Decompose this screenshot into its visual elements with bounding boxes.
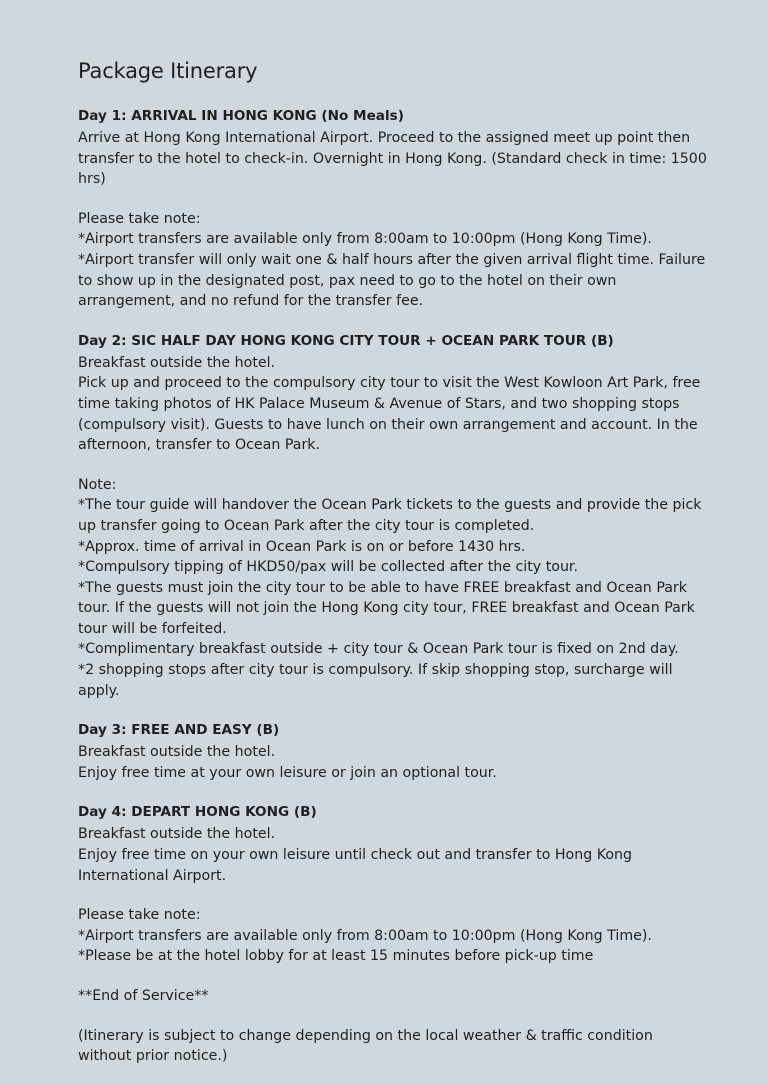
day2-note: *Compulsory tipping of HKD50/pax will be collected after the city tour. [78,559,578,576]
end-of-service: **End of Service** [78,988,209,1004]
day2-body: Pick up and proceed to the compulsory city tour to visit the West Kowloon Art Park, free time taking photos of HK Palace Museum & Avenue of Stars, and two shopping stops (compulsory visit). Guests to have lunch on their own arrangement and account. In the afternoon, transfer to Ocean Park. [78,375,701,454]
day2-breakfast: Breakfast outside the hotel. [78,354,276,371]
day1-body: Arrive at Hong Kong International Airport. Proceed to the assigned meet up point then transfer to the hotel to check-in. Overnight in Hong Kong. (Standard check in time: 1500 hrs) [78,130,707,188]
disclaimer: (Itinerary is subject to change depending on the local weather & traffic condition without prior notice.) [78,1027,653,1065]
page-title: Package Itinerary [78,59,258,83]
day4-body: Enjoy free time on your own leisure until check out and transfer to Hong Kong International Airport. [78,847,633,884]
day2-note: *Complimentary breakfast outside + city tour & Ocean Park tour is fixed on 2nd day. [78,641,679,658]
day4-note-2: *Please be at the hotel lobby for at least 15 minutes before pick-up time [78,948,594,965]
day2-heading: Day 2: SIC HALF DAY HONG KONG CITY TOUR + OCEAN PARK TOUR (B) [78,332,614,349]
day2-note-label: Note: [78,476,117,493]
day4-note-label: Please take note: [78,907,201,924]
day3-breakfast: Breakfast outside the hotel. [78,744,276,761]
day4-notes [78,905,708,967]
day2-note: *The guests must join the city tour to be able to have FREE breakfast and Ocean Park tour. If the guests will not join the Hong Kong city tour, FREE breakfast and Ocean Park tour will be forfeited. [78,579,695,637]
day2-note: *The tour guide will handover the Ocean Park tickets to the guests and provide the pick up transfer going to Ocean Park after the city tour is completed. [78,497,702,534]
day1-note-1: *Airport transfers are available only from 8:00am to 10:00pm (Hong Kong Time). [78,231,652,248]
day4-section [78,802,708,886]
day1-note-label: Please take note: [78,210,201,227]
disclaimer-section [78,1026,708,1067]
day4-note-1: *Airport transfers are available only from 8:00am to 10:00pm (Hong Kong Time). [78,927,652,944]
day4-heading: Day 4: DEPART HONG KONG (B) [78,804,317,821]
day3-heading: Day 3: FREE AND EASY (B) [78,722,280,739]
day2-section [78,331,708,456]
day2-note: *Approx. time of arrival in Ocean Park is on or before 1430 hrs. [78,538,526,555]
end-of-service-section [78,986,708,1007]
day2-notes [78,475,708,702]
day1-note-2: *Airport transfer will only wait one & half hours after the given arrival flight time. Failure to show up in the designated post, pax need to go to the hotel on their own arrangement, and no refund for the transfer fee. [78,251,706,310]
day4-breakfast: Breakfast outside the hotel. [78,826,276,843]
day3-section [78,720,708,783]
day1-heading: Day 1: ARRIVAL IN HONG KONG (No Meals) [78,108,404,124]
day1-notes [78,209,708,312]
day1-section [78,106,708,190]
day2-note: *2 shopping stops after city tour is compulsory. If skip shopping stop, surcharge will apply. [78,662,673,699]
day3-body: Enjoy free time at your own leisure or join an optional tour. [78,764,497,781]
